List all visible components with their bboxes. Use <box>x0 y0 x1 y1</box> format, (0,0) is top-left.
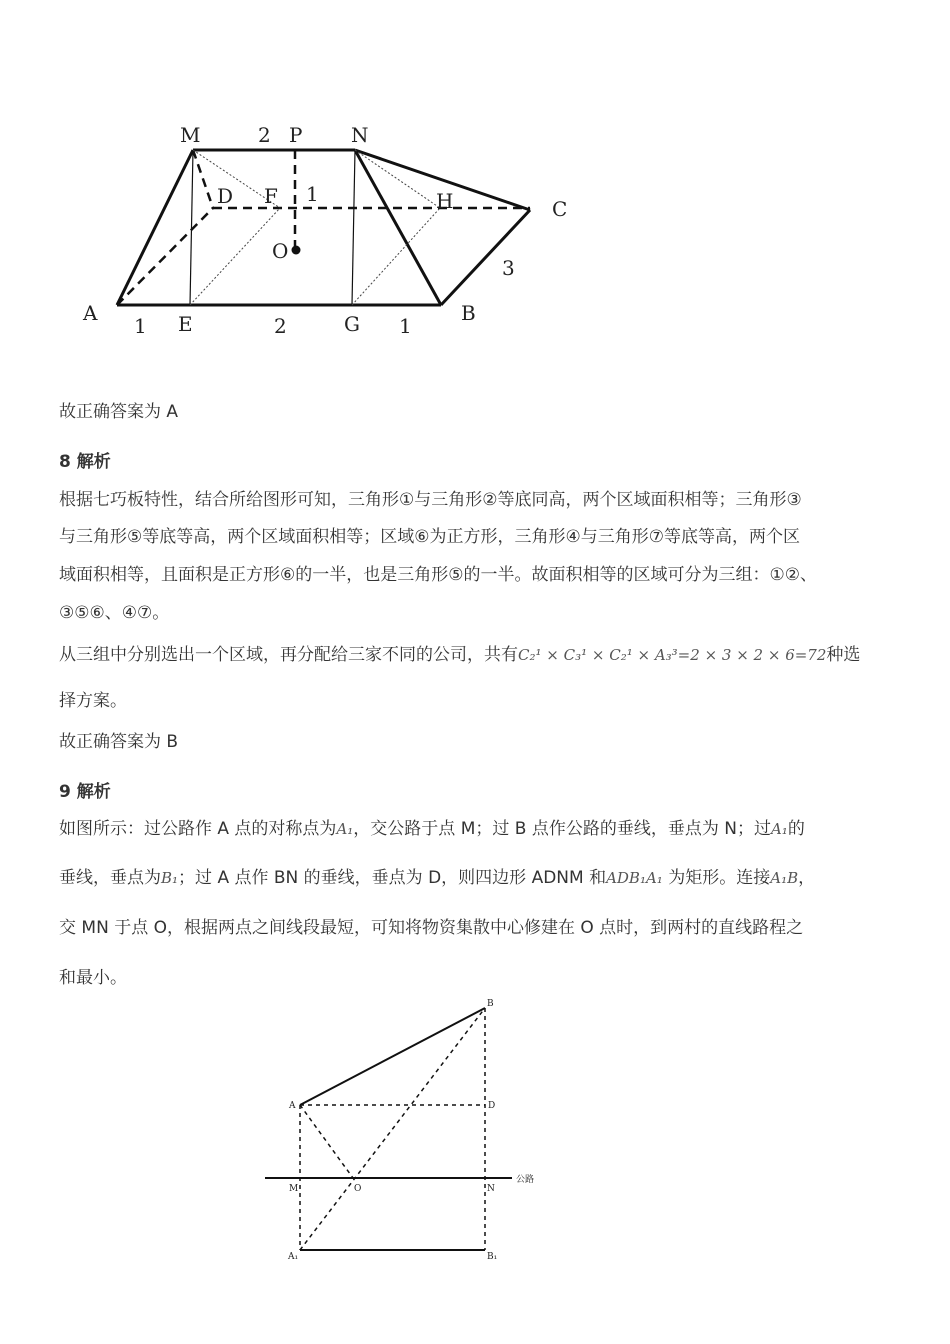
length-eg: 2 <box>274 314 287 338</box>
fig2-label-m: M <box>289 1184 299 1194</box>
geometry-figure-1 <box>70 110 590 350</box>
figure1-solid-edges <box>117 150 530 305</box>
label-p: P <box>289 123 303 147</box>
fig2-label-a: A <box>289 1101 296 1111</box>
q8-line-3: 域面积相等，且面积是正方形⑥的一半，也是三角形⑤的一半。故面积相等的区域可分为三组：①②、 <box>59 565 817 585</box>
q8-line-2: 与三角形⑤等底等高，两个区域面积相等；区域⑥为正方形，三角形④与三角形⑦等底等高，两个区 <box>59 527 800 547</box>
q8-heading: 8 解析 <box>59 452 111 472</box>
length-po: 1 <box>306 182 319 206</box>
label-o: O <box>272 239 289 263</box>
label-m: M <box>180 123 201 147</box>
math-a1: A₁ <box>336 820 354 838</box>
q9-line-2-b: ；过 A 点作 BN 的垂线，垂点为 D，则四边形 ADNM 和 <box>178 868 607 888</box>
label-h: H <box>436 189 454 213</box>
q8-formula-suffix: 种选 <box>826 645 861 665</box>
length-mn: 2 <box>258 123 271 147</box>
q9-line-4: 和最小。 <box>59 968 127 988</box>
q9-line-1 <box>59 814 805 839</box>
q8-formula-prefix: 从三组中分别选出一个区域，再分配给三家不同的公司，共有 <box>59 645 518 665</box>
label-f: F <box>264 184 278 208</box>
fig2-label-n: N <box>487 1184 495 1194</box>
math-a1b: A₁B <box>770 869 799 887</box>
q8-formula-line <box>59 640 860 665</box>
fig2-label-b: B <box>487 999 494 1009</box>
math-b1: B₁ <box>161 869 179 887</box>
q8-line-4: ③⑤⑥、④⑦。 <box>59 603 170 623</box>
q8-formula-cont: 择方案。 <box>59 691 127 711</box>
label-b: B <box>461 301 476 325</box>
q8-line-1: 根据七巧板特性，结合所给图形可知，三角形①与三角形②等底同高，两个区域面积相等；三角形③ <box>59 490 802 510</box>
label-n: N <box>351 123 369 147</box>
q9-line-1-b: ，交公路于点 M；过 B 点作公路的垂线，垂点为 N；过 <box>353 819 771 839</box>
fig2-label-b1: B₁ <box>487 1252 498 1262</box>
label-c: C <box>552 197 568 221</box>
point-o <box>292 246 301 255</box>
label-g: G <box>344 312 360 336</box>
q9-line-2-a: 垂线，垂点为 <box>59 868 161 888</box>
math-adb1a1: ADB₁A₁ <box>606 869 663 887</box>
fig2-label-d: D <box>488 1101 496 1111</box>
q9-line-2-c: 为矩形。连接 <box>662 868 771 888</box>
q9-line-2 <box>59 863 815 888</box>
q9-line-1-a: 如图所示：过公路作 A 点的对称点为 <box>59 819 337 839</box>
label-d: D <box>217 184 234 208</box>
length-gb: 1 <box>399 314 412 338</box>
q9-line-3: 交 MN 于点 O，根据两点之间线段最短，可知将物资集散中心修建在 O 点时，到两村的直线路程之 <box>59 918 804 938</box>
fig2-label-a1: A₁ <box>288 1252 299 1262</box>
answer-8: 故正确答案为 B <box>59 732 179 752</box>
fig2-label-o: O <box>354 1184 362 1194</box>
fig2-label-road: 公路 <box>516 1175 535 1185</box>
length-bc: 3 <box>502 256 515 280</box>
q9-line-2-d: ， <box>798 868 816 888</box>
label-a: A <box>83 301 98 325</box>
q9-line-1-c: 的 <box>787 819 805 839</box>
length-ae: 1 <box>134 314 147 338</box>
figure1-dashed-edges <box>117 150 530 305</box>
answer-7: 故正确答案为 A <box>59 402 179 422</box>
q8-formula: C₂¹ × C₃¹ × C₂¹ × A₃³=2 × 3 × 2 × 6=72 <box>518 646 827 664</box>
q9-heading: 9 解析 <box>59 782 111 802</box>
label-e: E <box>178 312 193 336</box>
geometry-figure-2 <box>260 995 550 1265</box>
math-a1-2: A₁ <box>770 820 788 838</box>
